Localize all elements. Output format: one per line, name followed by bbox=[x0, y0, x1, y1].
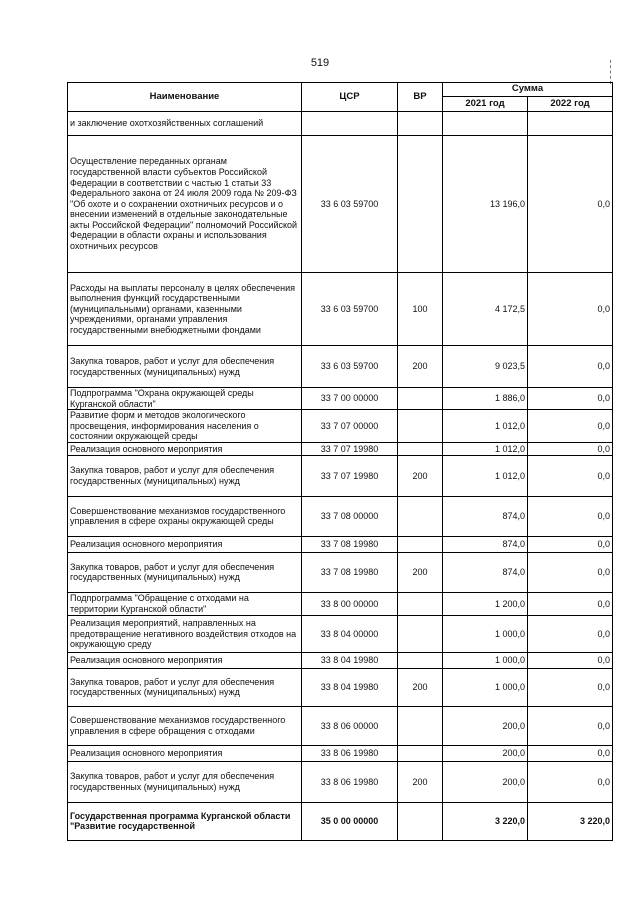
sum-2022-cell: 0,0 bbox=[528, 706, 613, 745]
name-cell: Закупка товаров, работ и услуг для обеспечения государственных (муниципальных) нужд bbox=[68, 455, 302, 496]
vr-cell: 200 bbox=[398, 552, 443, 592]
table-row bbox=[68, 668, 613, 706]
sum-2021-cell: 200,0 bbox=[443, 761, 528, 802]
vr-cell bbox=[398, 745, 443, 761]
csr-cell: 33 8 04 19980 bbox=[302, 652, 398, 668]
table-row bbox=[68, 136, 613, 273]
table-row bbox=[68, 706, 613, 745]
vr-cell bbox=[398, 652, 443, 668]
sum-2022-cell: 0,0 bbox=[528, 552, 613, 592]
sum-2021-cell: 874,0 bbox=[443, 496, 528, 536]
table-row bbox=[68, 346, 613, 388]
vr-cell bbox=[398, 536, 443, 552]
table-row bbox=[68, 615, 613, 652]
table-row bbox=[68, 536, 613, 552]
sum-2022-cell: 0,0 bbox=[528, 745, 613, 761]
name-cell: Осуществление переданных органам государственной власти субъектов Российской Федерации в соответствии с частью 1 статьи 33 Федерального закона от 24 июля 2009 года № 209-ФЗ "Об охоте и о сохранении охотничьих ресурсов и о внесении изменений в отдельные законодательные акты Российской Федерации" полномочий Российской Федерации в области охраны и использования охотничьих ресурсов bbox=[68, 136, 302, 273]
sum-2022-cell: 0,0 bbox=[528, 388, 613, 410]
name-cell: Совершенствование механизмов государственного управления в сфере охраны окружающей среды bbox=[68, 496, 302, 536]
sum-2021-cell: 200,0 bbox=[443, 706, 528, 745]
name-cell: Подпрограмма "Охрана окружающей среды Курганской области" bbox=[68, 388, 302, 410]
sum-2022-cell bbox=[528, 112, 613, 136]
table-row bbox=[68, 802, 613, 840]
sum-2022-cell: 0,0 bbox=[528, 761, 613, 802]
csr-cell: 35 0 00 00000 bbox=[302, 802, 398, 840]
sum-2022-cell: 0,0 bbox=[528, 668, 613, 706]
name-cell: Реализация основного мероприятия bbox=[68, 745, 302, 761]
sum-2021-cell: 1 012,0 bbox=[443, 442, 528, 455]
name-cell: Расходы на выплаты персоналу в целях обеспечения выполнения функций государственными (муниципальными) органами, казенными учреждениями, органами управления государственными внебюджетными фондами bbox=[68, 273, 302, 346]
name-cell: Реализация основного мероприятия bbox=[68, 652, 302, 668]
name-cell: Закупка товаров, работ и услуг для обеспечения государственных (муниципальных) нужд bbox=[68, 761, 302, 802]
header-2022: 2022 год bbox=[528, 97, 613, 112]
sum-2021-cell: 13 196,0 bbox=[443, 136, 528, 273]
csr-cell: 33 7 00 00000 bbox=[302, 388, 398, 410]
csr-cell: 33 8 06 19980 bbox=[302, 745, 398, 761]
page-number: 519 bbox=[310, 57, 330, 69]
sum-2022-cell: 0,0 bbox=[528, 410, 613, 443]
sum-2021-cell: 9 023,5 bbox=[443, 346, 528, 388]
sum-2021-cell: 4 172,5 bbox=[443, 273, 528, 346]
vr-cell bbox=[398, 442, 443, 455]
csr-cell: 33 7 07 19980 bbox=[302, 442, 398, 455]
sum-2021-cell: 3 220,0 bbox=[443, 802, 528, 840]
vr-cell: 200 bbox=[398, 668, 443, 706]
csr-cell: 33 8 04 19980 bbox=[302, 668, 398, 706]
sum-2021-cell: 1 200,0 bbox=[443, 592, 528, 615]
sum-2021-cell: 1 000,0 bbox=[443, 652, 528, 668]
csr-cell: 33 7 07 00000 bbox=[302, 410, 398, 443]
name-cell: Закупка товаров, работ и услуг для обеспечения государственных (муниципальных) нужд bbox=[68, 668, 302, 706]
vr-cell bbox=[398, 615, 443, 652]
table-row bbox=[68, 273, 613, 346]
sum-2022-cell: 0,0 bbox=[528, 652, 613, 668]
header-csr: ЦСР bbox=[302, 83, 398, 112]
table-row bbox=[68, 552, 613, 592]
name-cell: Совершенствование механизмов государственного управления в сфере обращения с отходами bbox=[68, 706, 302, 745]
table-row bbox=[68, 592, 613, 615]
vr-cell: 100 bbox=[398, 273, 443, 346]
sum-2022-cell: 0,0 bbox=[528, 496, 613, 536]
table-row bbox=[68, 112, 613, 136]
vr-cell: 200 bbox=[398, 346, 443, 388]
csr-cell: 33 6 03 59700 bbox=[302, 346, 398, 388]
vr-cell bbox=[398, 388, 443, 410]
name-cell: Государственная программа Курганской области "Развитие государственной bbox=[68, 802, 302, 840]
sum-2022-cell: 3 220,0 bbox=[528, 802, 613, 840]
csr-cell: 33 6 03 59700 bbox=[302, 136, 398, 273]
header-name: Наименование bbox=[68, 83, 302, 112]
sum-2021-cell: 1 000,0 bbox=[443, 615, 528, 652]
header-sum: Сумма bbox=[443, 83, 613, 97]
name-cell: и заключение охотхозяйственных соглашений bbox=[68, 112, 302, 136]
table-row bbox=[68, 761, 613, 802]
sum-2022-cell: 0,0 bbox=[528, 615, 613, 652]
csr-cell: 33 7 08 19980 bbox=[302, 536, 398, 552]
sum-2022-cell: 0,0 bbox=[528, 536, 613, 552]
vr-cell bbox=[398, 592, 443, 615]
table-row bbox=[68, 442, 613, 455]
vr-cell bbox=[398, 802, 443, 840]
csr-cell: 33 7 07 19980 bbox=[302, 455, 398, 496]
name-cell: Реализация основного мероприятия bbox=[68, 442, 302, 455]
name-cell: Закупка товаров, работ и услуг для обеспечения государственных (муниципальных) нужд bbox=[68, 346, 302, 388]
sum-2021-cell: 874,0 bbox=[443, 536, 528, 552]
vr-cell bbox=[398, 112, 443, 136]
page-edge-mark bbox=[610, 60, 612, 84]
sum-2021-cell: 874,0 bbox=[443, 552, 528, 592]
csr-cell bbox=[302, 112, 398, 136]
table-row bbox=[68, 410, 613, 443]
budget-table bbox=[67, 82, 613, 841]
table-row bbox=[68, 455, 613, 496]
sum-2021-cell: 1 000,0 bbox=[443, 668, 528, 706]
name-cell: Реализация основного мероприятия bbox=[68, 536, 302, 552]
csr-cell: 33 7 08 00000 bbox=[302, 496, 398, 536]
vr-cell bbox=[398, 496, 443, 536]
name-cell: Закупка товаров, работ и услуг для обеспечения государственных (муниципальных) нужд bbox=[68, 552, 302, 592]
csr-cell: 33 8 04 00000 bbox=[302, 615, 398, 652]
name-cell: Подпрограмма "Обращение с отходами на территории Курганской области" bbox=[68, 592, 302, 615]
vr-cell bbox=[398, 706, 443, 745]
sum-2022-cell: 0,0 bbox=[528, 442, 613, 455]
vr-cell bbox=[398, 410, 443, 443]
csr-cell: 33 8 06 19980 bbox=[302, 761, 398, 802]
sum-2021-cell: 1 012,0 bbox=[443, 455, 528, 496]
csr-cell: 33 6 03 59700 bbox=[302, 273, 398, 346]
header-2021: 2021 год bbox=[443, 97, 528, 112]
table-row bbox=[68, 388, 613, 410]
sum-2022-cell: 0,0 bbox=[528, 346, 613, 388]
name-cell: Реализация мероприятий, направленных на предотвращение негативного воздействия отходов на окружающую среду bbox=[68, 615, 302, 652]
csr-cell: 33 8 06 00000 bbox=[302, 706, 398, 745]
sum-2022-cell: 0,0 bbox=[528, 455, 613, 496]
sum-2021-cell: 200,0 bbox=[443, 745, 528, 761]
table-row bbox=[68, 652, 613, 668]
sum-2021-cell: 1 886,0 bbox=[443, 388, 528, 410]
vr-cell bbox=[398, 136, 443, 273]
table-row bbox=[68, 496, 613, 536]
table-body bbox=[68, 112, 613, 841]
vr-cell: 200 bbox=[398, 761, 443, 802]
header-vr: ВР bbox=[398, 83, 443, 112]
sum-2021-cell bbox=[443, 112, 528, 136]
sum-2022-cell: 0,0 bbox=[528, 273, 613, 346]
name-cell: Развитие форм и методов экологического просвещения, информирования населения о состоянии окружающей среды bbox=[68, 410, 302, 443]
csr-cell: 33 7 08 19980 bbox=[302, 552, 398, 592]
vr-cell: 200 bbox=[398, 455, 443, 496]
csr-cell: 33 8 00 00000 bbox=[302, 592, 398, 615]
sum-2022-cell: 0,0 bbox=[528, 592, 613, 615]
table-row bbox=[68, 745, 613, 761]
sum-2021-cell: 1 012,0 bbox=[443, 410, 528, 443]
sum-2022-cell: 0,0 bbox=[528, 136, 613, 273]
